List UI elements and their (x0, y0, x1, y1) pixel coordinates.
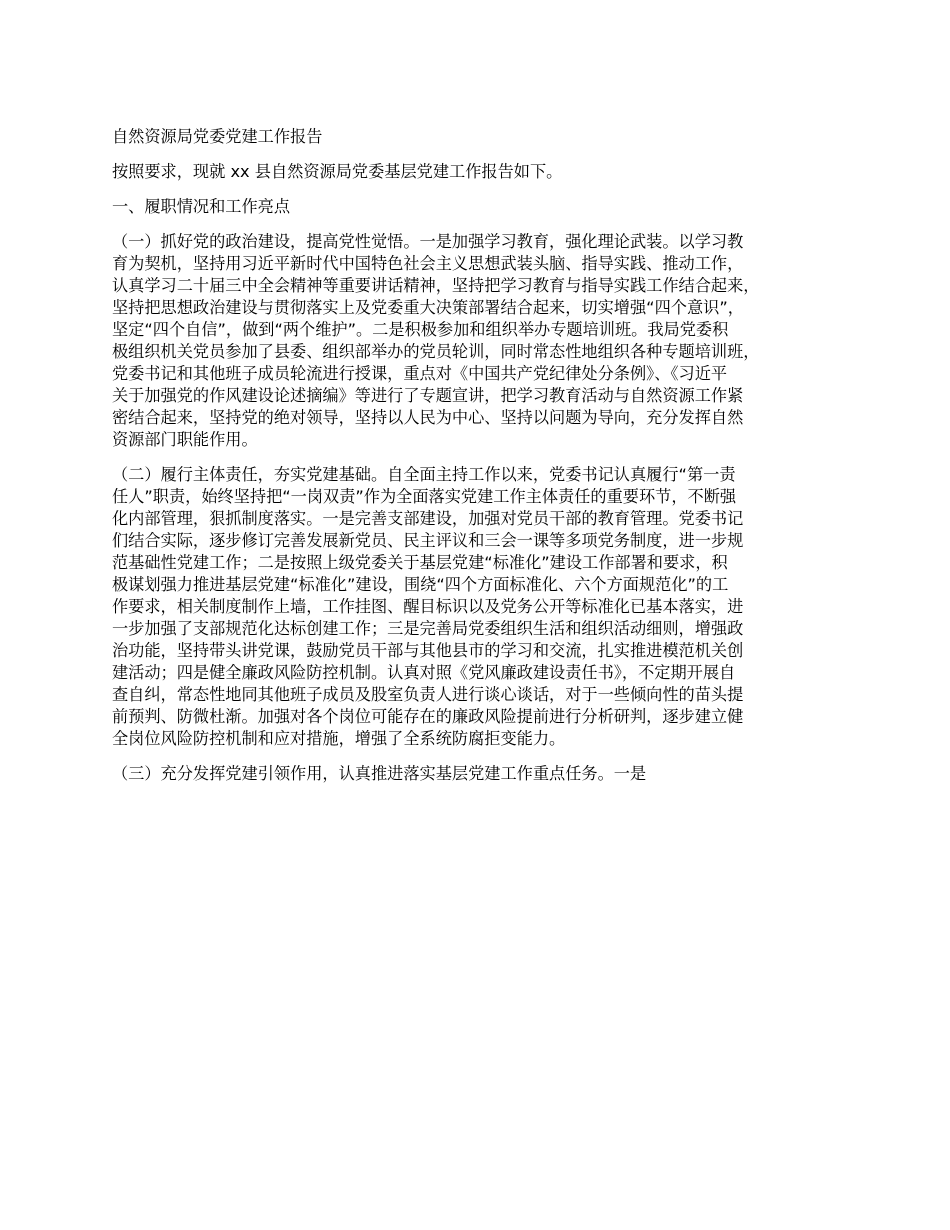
paragraph-line: 范基础性党建工作；二是按照上级党委关于基层党建“标准化”建设工作部署和要求，积 (112, 553, 728, 572)
paragraph-line: 极谋划强力推进基层党建“标准化”建设，围绕“四个方面标准化、六个方面规范化”的工 (112, 575, 729, 594)
paragraph-line: 前预判、防微杜渐。加强对各个岗位可能存在的廉政风险提前进行分析研判，逐步建立健 (112, 707, 744, 726)
paragraph-line: 资源部门职能作用。 (112, 430, 258, 449)
paragraph-line: 坚持把思想政治建设与贯彻落实上及党委重大决策部署结合起来，切实增强“四个意识”， (112, 298, 744, 317)
document-body (112, 126, 857, 798)
paragraph-2 (112, 464, 857, 750)
paragraph-line: （一）抓好党的政治建设，提高党性觉悟。一是加强学习教育，强化理论武装。以学习教 (112, 232, 744, 251)
paragraph-line: 认真学习二十届三中全会精神等重要讲话精神，坚持把学习教育与指导实践工作结合起来， (112, 276, 760, 295)
paragraph-line: 密结合起来，坚持党的绝对领导，坚持以人民为中心、坚持以问题为导向，充分发挥自然 (112, 408, 744, 427)
paragraph-line: （三）充分发挥党建引领作用，认真推进落实基层党建工作重点任务。一是 (112, 764, 647, 783)
intro-line: 按照要求，现就 xx 县自然资源局党委基层党建工作报告如下。 (112, 162, 563, 181)
paragraph-line: 作要求，相关制度制作上墙，工作挂图、醒目标识以及党务公开等标准化已基本落实，进 (112, 597, 744, 616)
paragraph-line: 们结合实际，逐步修订完善发展新党员、民主评议和三会一课等多项党务制度，进一步规 (112, 531, 744, 550)
paragraph-line: 任人”职责，始终坚持把“一岗双责”作为全面落实党建工作主体责任的重要环节，不断强 (112, 487, 737, 506)
paragraph-line: 育为契机，坚持用习近平新时代中国特色社会主义思想武装头脑、指导实践、推动工作， (112, 254, 744, 273)
paragraph-line: 关于加强党的作风建设论述摘编》等进行了专题宣讲，把学习教育活动与自然资源工作紧 (112, 386, 744, 405)
paragraph-line: 坚定“四个自信”，做到“两个维护”。二是积极参加和组织举办专题培训班。我局党委积 (112, 320, 729, 339)
paragraph-line: 建活动；四是健全廉政风险防控机制。认真对照《党风廉政建设责任书》，不定期开展自 (112, 663, 736, 682)
section-heading: 一、履职情况和工作亮点 (112, 197, 291, 216)
paragraph-line: （二）履行主体责任，夯实党建基础。自全面主持工作以来，党委书记认真履行“第一责 (112, 465, 736, 484)
paragraph-line: 极组织机关党员参加了县委、组织部举办的党员轮训，同时常态性地组织各种专题培训班， (112, 342, 760, 361)
paragraph-line: 全岗位风险防控机制和应对措施，增强了全系统防腐拒变能力。 (112, 729, 566, 748)
paragraph-1 (112, 231, 857, 451)
paragraph-line: 党委书记和其他班子成员轮流进行授课，重点对《中国共产党纪律处分条例》、《习近平 (112, 364, 728, 383)
document-title: 自然资源局党委党建工作报告 (112, 127, 323, 146)
paragraph-line: 一步加强了支部规范化达标创建工作；三是完善局党委组织生活和组织活动细则，增强政 (112, 619, 744, 638)
paragraph-3 (112, 763, 857, 785)
paragraph-line: 化内部管理，狠抓制度落实。一是完善支部建设，加强对党员干部的教育管理。党委书记 (112, 509, 744, 528)
paragraph-line: 查自纠，常态性地同其他班子成员及股室负责人进行谈心谈话，对于一些倾向性的苗头提 (112, 685, 744, 704)
paragraph-line: 治功能，坚持带头讲党课，鼓励党员干部与其他县市的学习和交流，扎实推进模范机关创 (112, 641, 744, 660)
